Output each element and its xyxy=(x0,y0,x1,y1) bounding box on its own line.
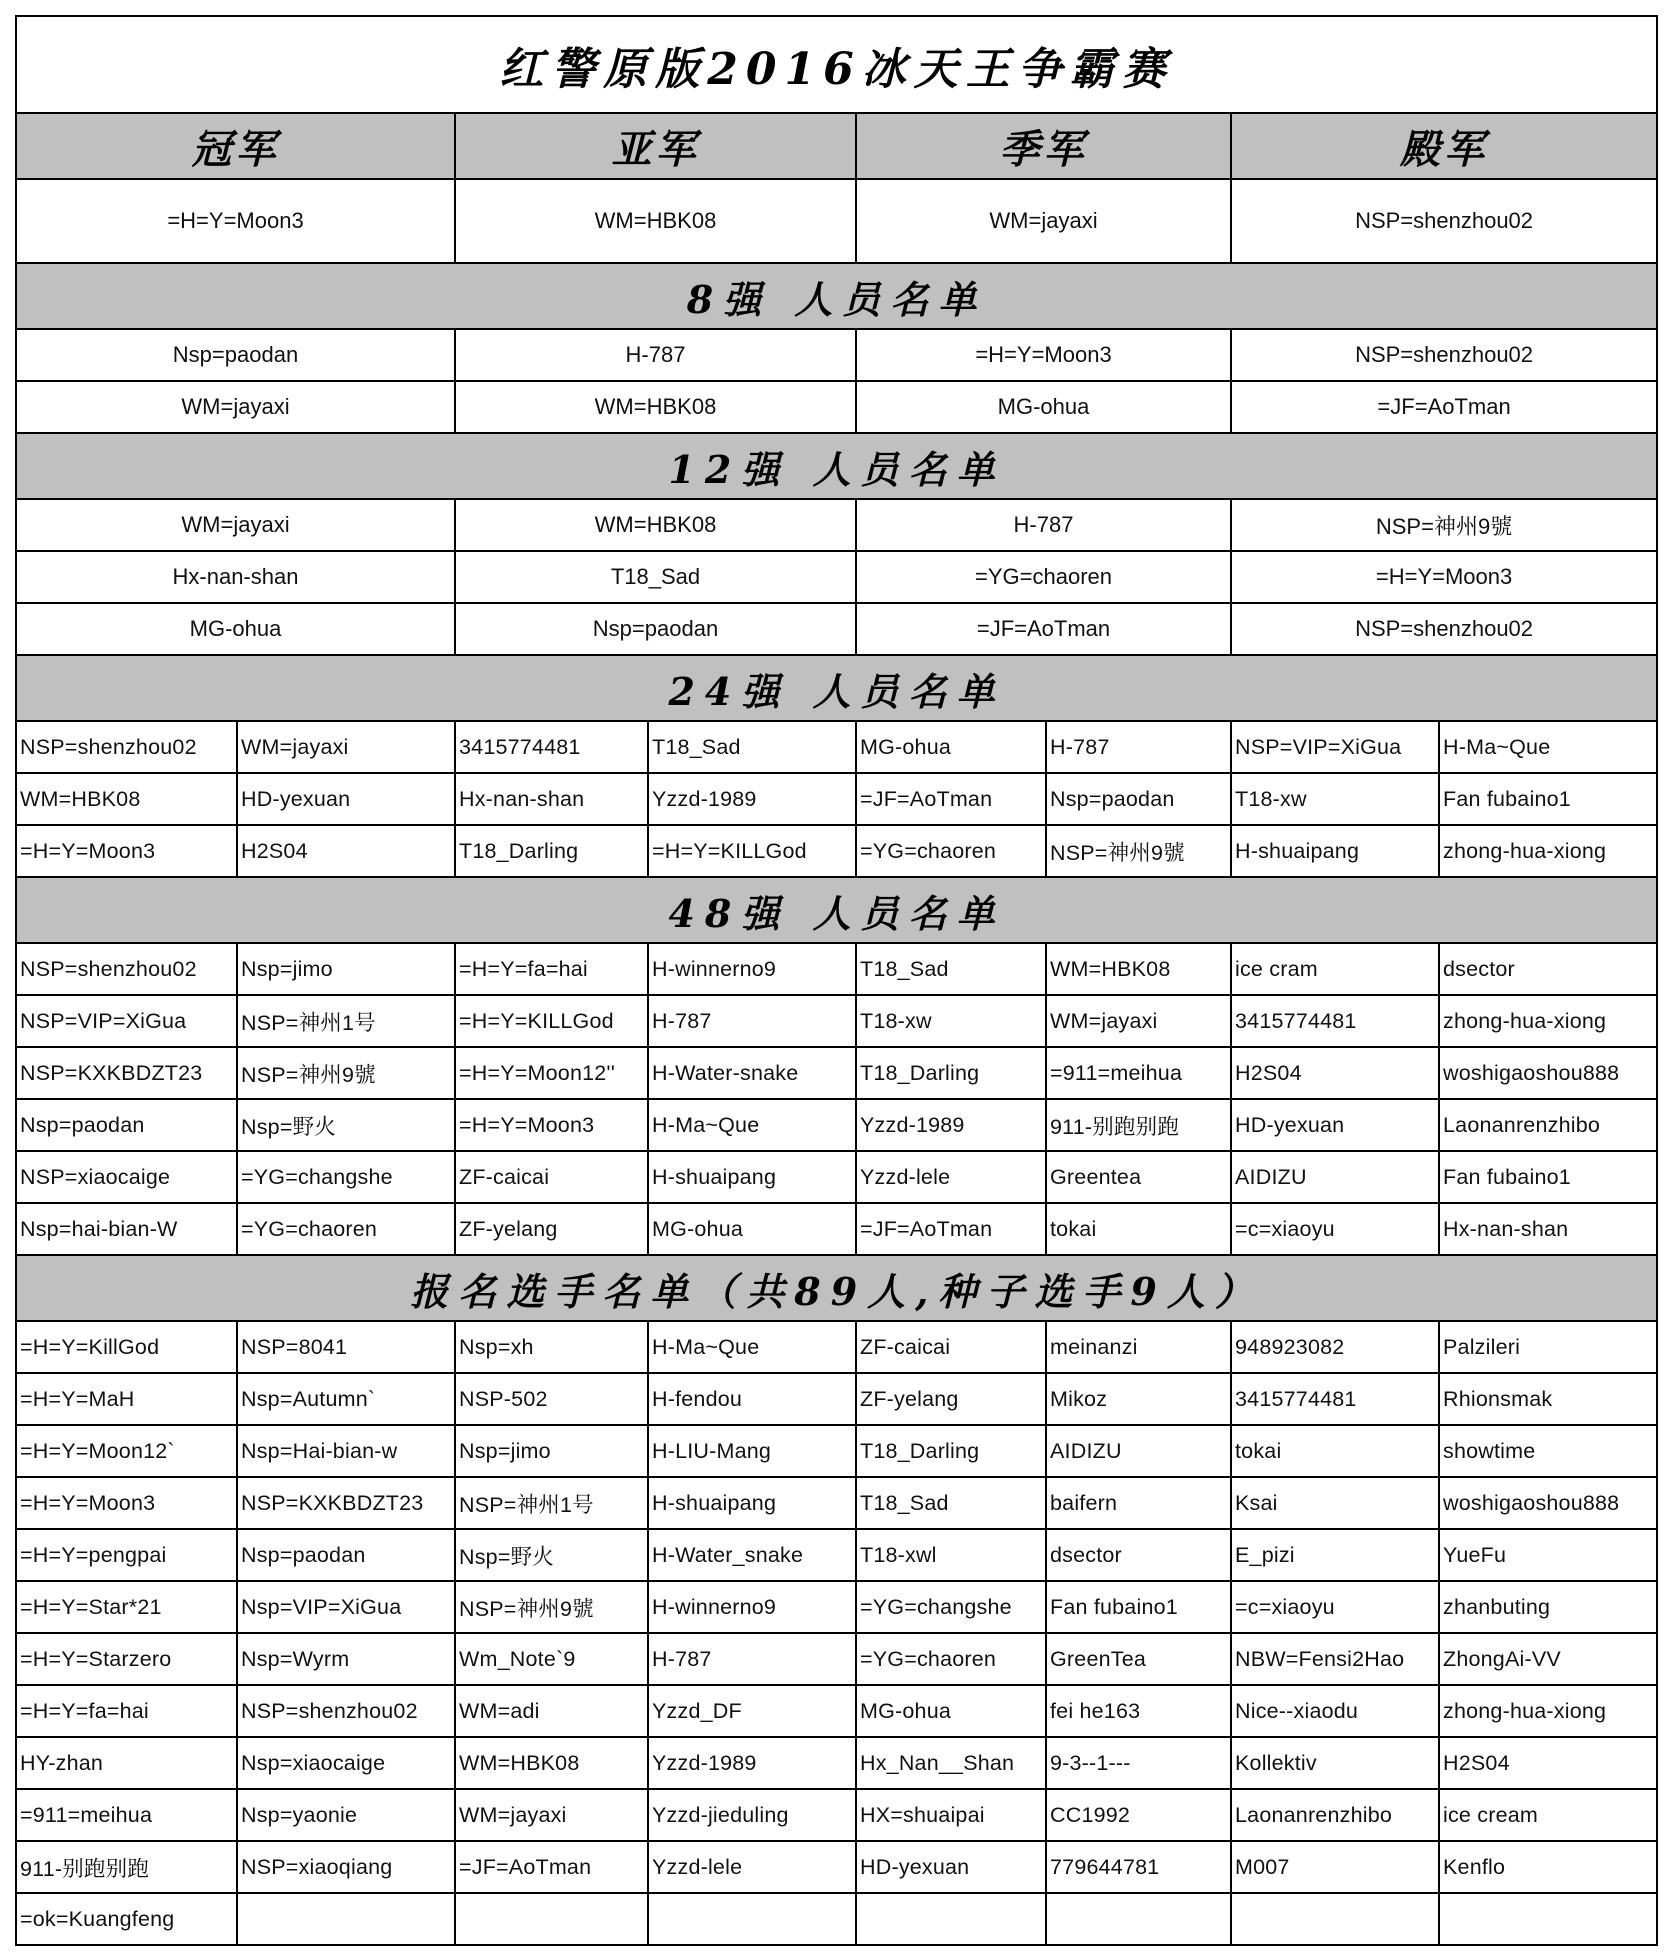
player-cell: H-Water-snake xyxy=(648,1047,856,1099)
player-cell: H-Water_snake xyxy=(648,1529,856,1581)
third-place-header: 季军 xyxy=(856,113,1231,179)
player-cell: AIDIZU xyxy=(1046,1425,1231,1477)
player-cell: WM=adi xyxy=(455,1685,648,1737)
player-cell: Hx-nan-shan xyxy=(16,551,455,603)
table-row xyxy=(16,551,1657,603)
player-cell: Kollektiv xyxy=(1231,1737,1439,1789)
player-cell: E_pizi xyxy=(1231,1529,1439,1581)
player-cell: baifern xyxy=(1046,1477,1231,1529)
player-cell: WM=jayaxi xyxy=(16,381,455,433)
player-cell: =911=meihua xyxy=(1046,1047,1231,1099)
player-cell: NSP=神州9號 xyxy=(455,1581,648,1633)
player-cell: T18_Sad xyxy=(455,551,856,603)
player-cell: Nsp=野火 xyxy=(455,1529,648,1581)
table-row xyxy=(16,1321,1657,1373)
player-cell: =H=Y=Starzero xyxy=(16,1633,237,1685)
player-cell: Nsp=hai-bian-W xyxy=(16,1203,237,1255)
title-row xyxy=(16,16,1657,113)
player-cell: Nsp=paodan xyxy=(237,1529,455,1581)
player-cell: YueFu xyxy=(1439,1529,1657,1581)
player-cell: NSP=VIP=XiGua xyxy=(16,995,237,1047)
player-cell: NSP=xiaoqiang xyxy=(237,1841,455,1893)
player-cell: =YG=chaoren xyxy=(856,551,1231,603)
player-cell: Nsp=xiaocaige xyxy=(237,1737,455,1789)
player-cell: T18_Darling xyxy=(856,1425,1046,1477)
player-cell: WM=jayaxi xyxy=(16,499,455,551)
player-cell: Nsp=jimo xyxy=(455,1425,648,1477)
player-cell: tokai xyxy=(1231,1425,1439,1477)
table-row xyxy=(16,773,1657,825)
player-cell: Ksai xyxy=(1231,1477,1439,1529)
top8-heading: 8强 人员名单 xyxy=(16,263,1657,329)
player-cell: 3415774481 xyxy=(1231,995,1439,1047)
player-cell: T18-xw xyxy=(856,995,1046,1047)
player-cell xyxy=(1439,1893,1657,1945)
table-row xyxy=(16,1529,1657,1581)
player-cell: MG-ohua xyxy=(16,603,455,655)
table-row xyxy=(16,381,1657,433)
player-cell: Nice--xiaodu xyxy=(1231,1685,1439,1737)
player-cell: NSP=shenzhou02 xyxy=(1231,603,1657,655)
table-row xyxy=(16,721,1657,773)
player-cell: Yzzd_DF xyxy=(648,1685,856,1737)
player-cell: ZF-yelang xyxy=(455,1203,648,1255)
player-cell: ZF-caicai xyxy=(856,1321,1046,1373)
registrants-heading-row xyxy=(16,1255,1657,1321)
player-cell: Hx-nan-shan xyxy=(455,773,648,825)
player-cell: NSP-502 xyxy=(455,1373,648,1425)
player-cell: H-shuaipang xyxy=(648,1477,856,1529)
player-cell: WM=HBK08 xyxy=(455,381,856,433)
player-cell: =H=Y=Moon3 xyxy=(455,1099,648,1151)
player-cell: Greentea xyxy=(1046,1151,1231,1203)
player-cell: HX=shuaipai xyxy=(856,1789,1046,1841)
player-cell: showtime xyxy=(1439,1425,1657,1477)
table-row xyxy=(16,1789,1657,1841)
player-cell: NSP=神州1号 xyxy=(455,1477,648,1529)
runner-up-name: WM=HBK08 xyxy=(455,179,856,263)
player-cell: meinanzi xyxy=(1046,1321,1231,1373)
player-cell: WM=jayaxi xyxy=(237,721,455,773)
player-cell: Hx_Nan__Shan xyxy=(856,1737,1046,1789)
player-cell: Nsp=yaonie xyxy=(237,1789,455,1841)
player-cell: =YG=changshe xyxy=(856,1581,1046,1633)
player-cell: NSP=shenzhou02 xyxy=(16,943,237,995)
player-cell: Nsp=Autumn` xyxy=(237,1373,455,1425)
table-row xyxy=(16,603,1657,655)
player-cell: =JF=AoTman xyxy=(455,1841,648,1893)
player-cell: Yzzd-lele xyxy=(856,1151,1046,1203)
player-cell: =ok=Kuangfeng xyxy=(16,1893,237,1945)
player-cell: ZhongAi-VV xyxy=(1439,1633,1657,1685)
player-cell: NSP=shenzhou02 xyxy=(237,1685,455,1737)
table-row xyxy=(16,329,1657,381)
player-cell: =H=Y=Star*21 xyxy=(16,1581,237,1633)
player-cell: H-787 xyxy=(1046,721,1231,773)
player-cell: 3415774481 xyxy=(455,721,648,773)
table-row xyxy=(16,1581,1657,1633)
player-cell: ice cream xyxy=(1439,1789,1657,1841)
table-row xyxy=(16,995,1657,1047)
player-cell: 911-别跑别跑 xyxy=(1046,1099,1231,1151)
player-cell: NSP=shenzhou02 xyxy=(16,721,237,773)
player-cell: HD-yexuan xyxy=(237,773,455,825)
player-cell: Fan fubaino1 xyxy=(1046,1581,1231,1633)
player-cell: H-Ma~Que xyxy=(648,1099,856,1151)
player-cell: H-winnerno9 xyxy=(648,943,856,995)
table-row xyxy=(16,1685,1657,1737)
player-cell: NSP=神州9號 xyxy=(1231,499,1657,551)
player-cell: Nsp=paodan xyxy=(1046,773,1231,825)
player-cell: NSP=VIP=XiGua xyxy=(1231,721,1439,773)
player-cell: =YG=chaoren xyxy=(856,825,1046,877)
player-cell: AIDIZU xyxy=(1231,1151,1439,1203)
top48-heading: 48强 人员名单 xyxy=(16,877,1657,943)
table-row xyxy=(16,1737,1657,1789)
table-row xyxy=(16,1633,1657,1685)
player-cell: Nsp=Hai-bian-w xyxy=(237,1425,455,1477)
player-cell: T18-xwl xyxy=(856,1529,1046,1581)
player-cell: NSP=神州9號 xyxy=(237,1047,455,1099)
player-cell: M007 xyxy=(1231,1841,1439,1893)
player-cell: WM=HBK08 xyxy=(455,499,856,551)
player-cell: H-winnerno9 xyxy=(648,1581,856,1633)
player-cell: zhanbuting xyxy=(1439,1581,1657,1633)
player-cell: =H=Y=Moon3 xyxy=(16,825,237,877)
player-cell: H-787 xyxy=(648,1633,856,1685)
player-cell: fei he163 xyxy=(1046,1685,1231,1737)
player-cell xyxy=(856,1893,1046,1945)
player-cell: H-LIU-Mang xyxy=(648,1425,856,1477)
player-cell: Yzzd-1989 xyxy=(648,1737,856,1789)
table-row xyxy=(16,1203,1657,1255)
player-cell: zhong-hua-xiong xyxy=(1439,1685,1657,1737)
player-cell: H-fendou xyxy=(648,1373,856,1425)
table-row xyxy=(16,825,1657,877)
player-cell: =YG=chaoren xyxy=(856,1633,1046,1685)
player-cell: H2S04 xyxy=(237,825,455,877)
player-cell xyxy=(455,1893,648,1945)
player-cell: NSP=shenzhou02 xyxy=(1231,329,1657,381)
player-cell: NSP=神州1号 xyxy=(237,995,455,1047)
player-cell: Fan fubaino1 xyxy=(1439,773,1657,825)
player-cell: =c=xiaoyu xyxy=(1231,1203,1439,1255)
player-cell: =H=Y=Moon12` xyxy=(16,1425,237,1477)
player-cell: H-shuaipang xyxy=(648,1151,856,1203)
player-cell: Wm_Note`9 xyxy=(455,1633,648,1685)
player-cell: =JF=AoTman xyxy=(1231,381,1657,433)
player-cell: woshigaoshou888 xyxy=(1439,1477,1657,1529)
player-cell: Nsp=jimo xyxy=(237,943,455,995)
player-cell: =H=Y=KILLGod xyxy=(455,995,648,1047)
player-cell: NSP=8041 xyxy=(237,1321,455,1373)
player-cell xyxy=(1231,1893,1439,1945)
player-cell xyxy=(237,1893,455,1945)
player-cell: WM=HBK08 xyxy=(455,1737,648,1789)
runner-up-header: 亚军 xyxy=(455,113,856,179)
player-cell: WM=HBK08 xyxy=(1046,943,1231,995)
player-cell: H2S04 xyxy=(1439,1737,1657,1789)
champion-header: 冠军 xyxy=(16,113,455,179)
player-cell: =JF=AoTman xyxy=(856,1203,1046,1255)
third-place-name: WM=jayaxi xyxy=(856,179,1231,263)
player-cell: HY-zhan xyxy=(16,1737,237,1789)
table-row xyxy=(16,1893,1657,1945)
player-cell: =JF=AoTman xyxy=(856,773,1046,825)
player-cell: Yzzd-jieduling xyxy=(648,1789,856,1841)
registrants-heading: 报名选手名单（共89人,种子选手9人） xyxy=(16,1255,1657,1321)
player-cell: GreenTea xyxy=(1046,1633,1231,1685)
player-cell: 911-别跑别跑 xyxy=(16,1841,237,1893)
player-cell: H-shuaipang xyxy=(1231,825,1439,877)
top48-heading-row xyxy=(16,877,1657,943)
player-cell: NSP=神州9號 xyxy=(1046,825,1231,877)
player-cell: H-787 xyxy=(455,329,856,381)
podium-header-row xyxy=(16,113,1657,179)
player-cell: ZF-yelang xyxy=(856,1373,1046,1425)
player-cell: H-Ma~Que xyxy=(648,1321,856,1373)
player-cell: =H=Y=MaH xyxy=(16,1373,237,1425)
player-cell: WM=jayaxi xyxy=(455,1789,648,1841)
player-cell: woshigaoshou888 xyxy=(1439,1047,1657,1099)
player-cell: Nsp=VIP=XiGua xyxy=(237,1581,455,1633)
player-cell: Laonanrenzhibo xyxy=(1231,1789,1439,1841)
table-row xyxy=(16,1099,1657,1151)
table-row xyxy=(16,1373,1657,1425)
player-cell: 3415774481 xyxy=(1231,1373,1439,1425)
player-cell: T18_Darling xyxy=(856,1047,1046,1099)
player-cell: Hx-nan-shan xyxy=(1439,1203,1657,1255)
player-cell: 779644781 xyxy=(1046,1841,1231,1893)
player-cell: =c=xiaoyu xyxy=(1231,1581,1439,1633)
player-cell: MG-ohua xyxy=(648,1203,856,1255)
page-title: 红警原版2016冰天王争霸赛 xyxy=(16,16,1657,113)
top12-heading-row xyxy=(16,433,1657,499)
player-cell: H-787 xyxy=(856,499,1231,551)
table-row xyxy=(16,499,1657,551)
table-row xyxy=(16,1841,1657,1893)
player-cell: Nsp=paodan xyxy=(16,329,455,381)
tournament-sheet xyxy=(15,15,1658,1946)
player-cell: NSP=KXKBDZT23 xyxy=(16,1047,237,1099)
player-cell: NBW=Fensi2Hao xyxy=(1231,1633,1439,1685)
player-cell: =YG=changshe xyxy=(237,1151,455,1203)
player-cell: CC1992 xyxy=(1046,1789,1231,1841)
table-row xyxy=(16,1425,1657,1477)
player-cell: 9-3--1--- xyxy=(1046,1737,1231,1789)
player-cell: zhong-hua-xiong xyxy=(1439,825,1657,877)
player-cell: ice cram xyxy=(1231,943,1439,995)
player-cell: =H=Y=pengpai xyxy=(16,1529,237,1581)
player-cell: HD-yexuan xyxy=(856,1841,1046,1893)
player-cell xyxy=(648,1893,856,1945)
table-row xyxy=(16,943,1657,995)
player-cell: Fan fubaino1 xyxy=(1439,1151,1657,1203)
player-cell: ZF-caicai xyxy=(455,1151,648,1203)
player-cell: =H=Y=Moon3 xyxy=(856,329,1231,381)
player-cell: =H=Y=Moon3 xyxy=(16,1477,237,1529)
player-cell: Nsp=野火 xyxy=(237,1099,455,1151)
player-cell: zhong-hua-xiong xyxy=(1439,995,1657,1047)
player-cell: Laonanrenzhibo xyxy=(1439,1099,1657,1151)
player-cell: dsector xyxy=(1439,943,1657,995)
player-cell: H2S04 xyxy=(1231,1047,1439,1099)
player-cell: Kenflo xyxy=(1439,1841,1657,1893)
player-cell: =H=Y=fa=hai xyxy=(16,1685,237,1737)
player-cell: MG-ohua xyxy=(856,381,1231,433)
player-cell: =911=meihua xyxy=(16,1789,237,1841)
fourth-place-name: NSP=shenzhou02 xyxy=(1231,179,1657,263)
player-cell: H-787 xyxy=(648,995,856,1047)
player-cell: NSP=xiaocaige xyxy=(16,1151,237,1203)
player-cell: T18_Darling xyxy=(455,825,648,877)
player-cell: WM=jayaxi xyxy=(1046,995,1231,1047)
player-cell: Yzzd-1989 xyxy=(648,773,856,825)
player-cell: =H=Y=Moon3 xyxy=(1231,551,1657,603)
player-cell: dsector xyxy=(1046,1529,1231,1581)
player-cell: NSP=KXKBDZT23 xyxy=(237,1477,455,1529)
top24-heading: 24强 人员名单 xyxy=(16,655,1657,721)
player-cell: Yzzd-lele xyxy=(648,1841,856,1893)
player-cell: Palzileri xyxy=(1439,1321,1657,1373)
top24-heading-row xyxy=(16,655,1657,721)
player-cell xyxy=(1046,1893,1231,1945)
table-row xyxy=(16,1047,1657,1099)
player-cell: MG-ohua xyxy=(856,721,1046,773)
table-row xyxy=(16,1151,1657,1203)
player-cell: =YG=chaoren xyxy=(237,1203,455,1255)
player-cell: HD-yexuan xyxy=(1231,1099,1439,1151)
player-cell: H-Ma~Que xyxy=(1439,721,1657,773)
player-cell: tokai xyxy=(1046,1203,1231,1255)
top8-heading-row xyxy=(16,263,1657,329)
player-cell: =H=Y=Moon12'' xyxy=(455,1047,648,1099)
player-cell: T18_Sad xyxy=(856,1477,1046,1529)
player-cell: 948923082 xyxy=(1231,1321,1439,1373)
fourth-place-header: 殿军 xyxy=(1231,113,1657,179)
player-cell: T18_Sad xyxy=(856,943,1046,995)
player-cell: Nsp=xh xyxy=(455,1321,648,1373)
podium-names-row xyxy=(16,179,1657,263)
player-cell: Nsp=paodan xyxy=(16,1099,237,1151)
player-cell: T18-xw xyxy=(1231,773,1439,825)
player-cell: =JF=AoTman xyxy=(856,603,1231,655)
table-row xyxy=(16,1477,1657,1529)
player-cell: Mikoz xyxy=(1046,1373,1231,1425)
player-cell: =H=Y=KILLGod xyxy=(648,825,856,877)
player-cell: =H=Y=fa=hai xyxy=(455,943,648,995)
champion-name: =H=Y=Moon3 xyxy=(16,179,455,263)
player-cell: WM=HBK08 xyxy=(16,773,237,825)
top12-heading: 12强 人员名单 xyxy=(16,433,1657,499)
player-cell: =H=Y=KillGod xyxy=(16,1321,237,1373)
player-cell: Yzzd-1989 xyxy=(856,1099,1046,1151)
player-cell: T18_Sad xyxy=(648,721,856,773)
player-cell: Nsp=paodan xyxy=(455,603,856,655)
player-cell: Nsp=Wyrm xyxy=(237,1633,455,1685)
player-cell: Rhionsmak xyxy=(1439,1373,1657,1425)
player-cell: MG-ohua xyxy=(856,1685,1046,1737)
